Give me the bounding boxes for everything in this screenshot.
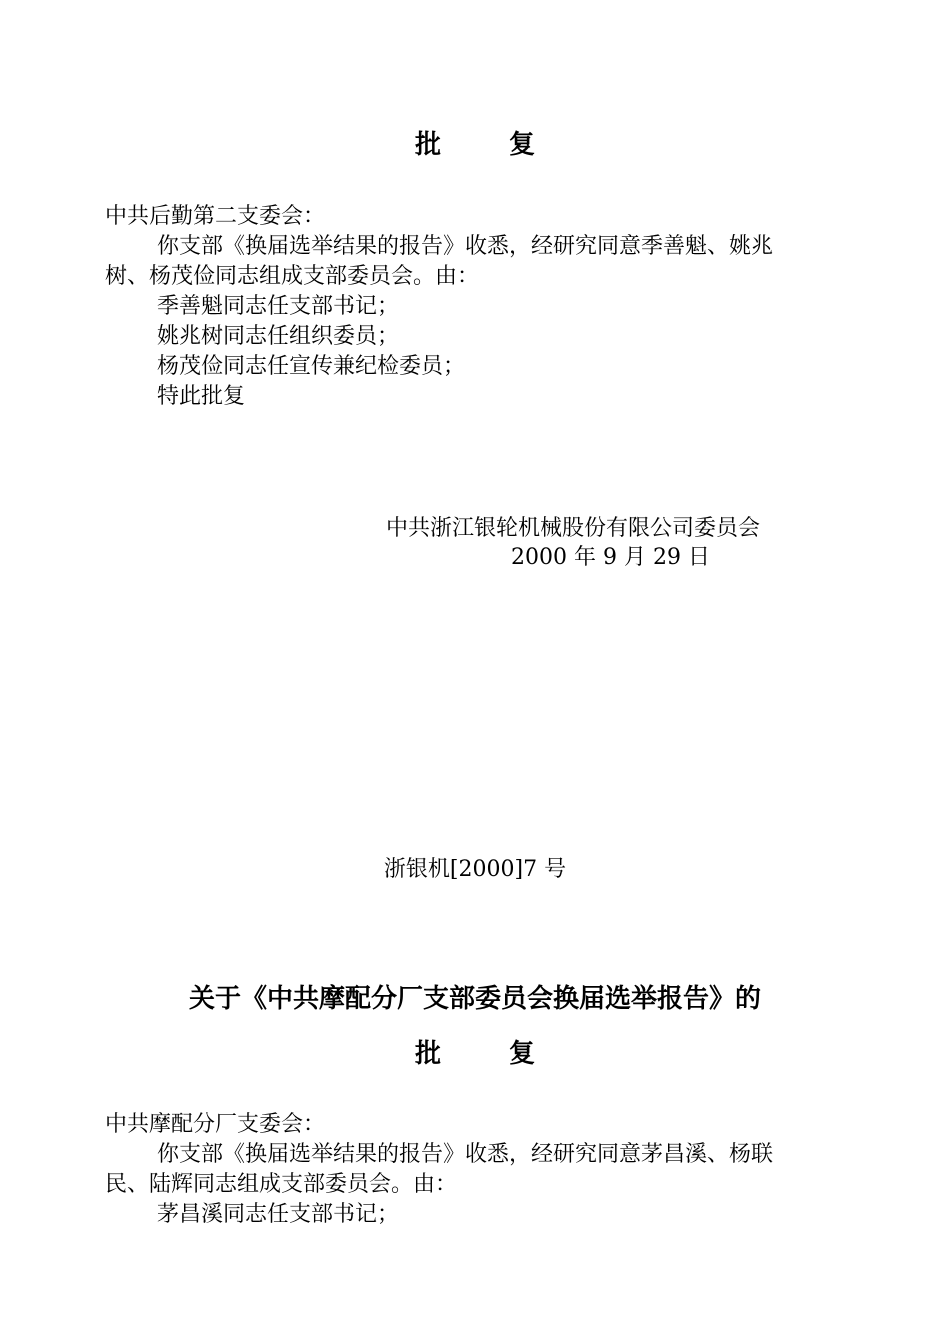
doc1-body-line-2: 树、杨茂俭同志组成支部委员会。由： xyxy=(105,264,480,289)
doc2-body-line-1: 你支部《换届选举结果的报告》收悉，经研究同意茅昌溪、杨联 xyxy=(157,1142,774,1167)
doc1-addressee: 中共后勤第二支委会： xyxy=(105,204,326,229)
doc1-title-char-2: 复 xyxy=(509,130,536,160)
doc1-appointment-1: 季善魁同志任支部书记； xyxy=(157,294,400,319)
doc2-title-line-2 xyxy=(0,1037,950,1071)
doc1-appointment-3: 杨茂俭同志任宣传兼纪检委员； xyxy=(157,354,466,379)
doc2-body-line-2: 民、陆辉同志组成支部委员会。由： xyxy=(105,1172,458,1197)
doc2-addressee: 中共摩配分厂支委会： xyxy=(105,1112,326,1137)
doc1-signature-org: 中共浙江银轮机械股份有限公司委员会 xyxy=(386,516,761,541)
doc1-body xyxy=(105,202,850,412)
doc1-appointment-2: 姚兆树同志任组织委员； xyxy=(157,324,400,349)
doc1-title-char-1: 批 xyxy=(414,130,441,160)
doc2-body xyxy=(105,1110,850,1230)
doc1-title xyxy=(0,128,950,162)
doc1-body-line-1: 你支部《换届选举结果的报告》收悉，经研究同意季善魁、姚兆 xyxy=(157,234,774,259)
doc2-document-number: 浙银机[2000]7 号 xyxy=(383,857,567,882)
doc2-title-char-1: 批 xyxy=(414,1039,441,1069)
doc1-closing: 特此批复 xyxy=(157,384,246,409)
doc1-signature-date: 2000 年 9 月 29 日 xyxy=(511,545,710,570)
doc2-title-char-2: 复 xyxy=(509,1039,536,1069)
doc2-appointment-1: 茅昌溪同志任支部书记； xyxy=(157,1202,400,1227)
doc2-title-line-1: 关于《中共摩配分厂支部委员会换届选举报告》的 xyxy=(188,984,761,1014)
